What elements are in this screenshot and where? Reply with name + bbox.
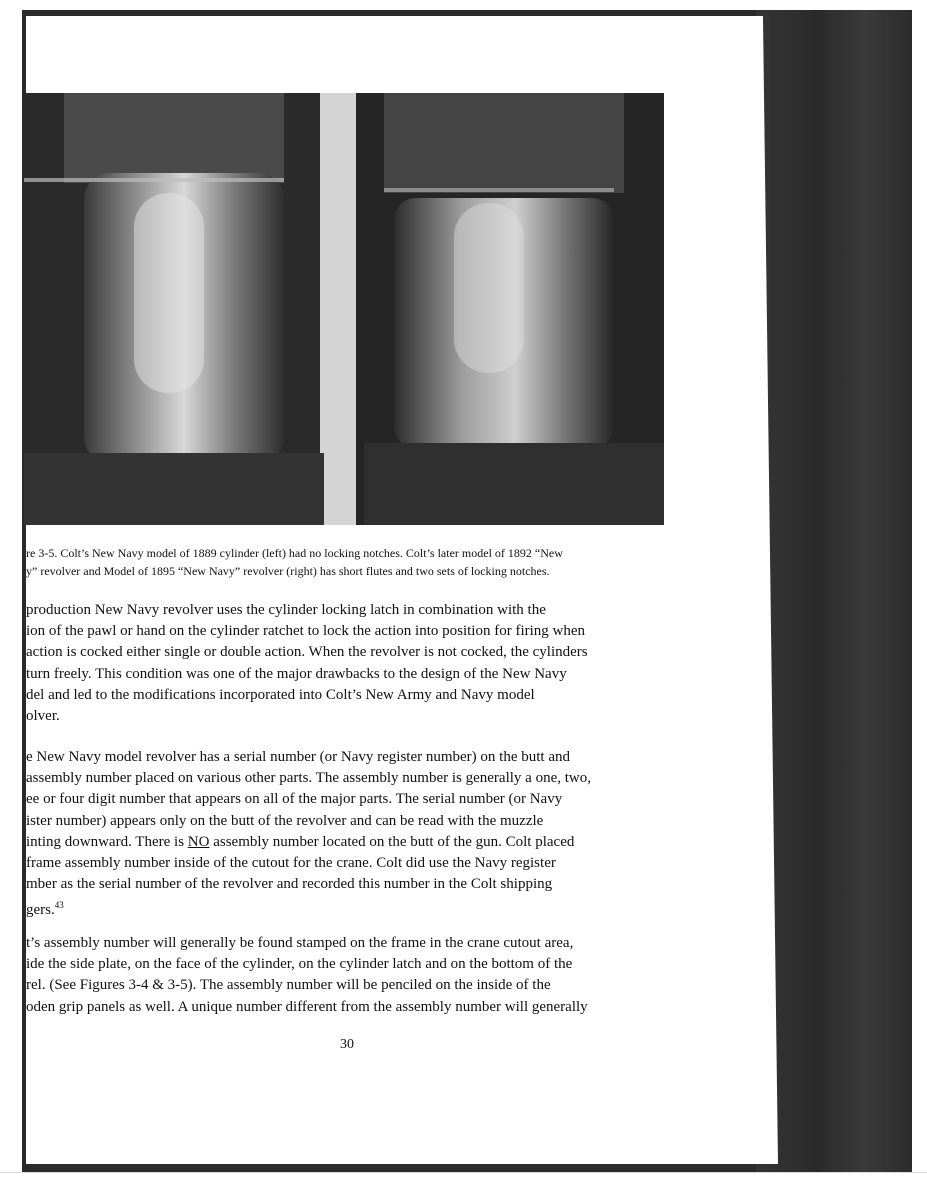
text-fragment: assembly number located on the butt of the gun. Colt placed bbox=[209, 833, 575, 850]
paragraph-cylinder-latch bbox=[26, 600, 706, 727]
text-line: ister number) appears only on the butt of the revolver and can be read with the muzzle bbox=[26, 812, 544, 829]
text-fragment: gers. bbox=[26, 902, 55, 919]
scan-bottom-edge bbox=[0, 1172, 927, 1201]
text-line: e New Navy model revolver has a serial number (or Navy register number) on the butt and bbox=[26, 749, 570, 765]
text-line: del and led to the modifications incorporated into Colt’s New Army and Navy model bbox=[26, 686, 535, 703]
caption-line: re 3-5. Colt’s New Navy model of 1889 cylinder (left) had no locking notches. Colt’s later model of 1892 “New bbox=[26, 546, 563, 560]
page-number: 30 bbox=[340, 1037, 354, 1052]
text-line: rel. (See Figures 3-4 & 3-5). The assembly number will be penciled on the inside of the bbox=[26, 977, 551, 994]
text-line: t’s assembly number will generally be found stamped on the frame in the crane cutout area, bbox=[26, 935, 574, 951]
emphasis-no: NO bbox=[187, 833, 210, 850]
caption-line: y” revolver and Model of 1895 “New Navy” revolver (right) has short flutes and two sets of locking notches. bbox=[26, 563, 550, 578]
text-line bbox=[26, 832, 706, 853]
text-line: assembly number placed on various other parts. The assembly number is generally a one, two, bbox=[26, 770, 591, 787]
paragraph-assembly-number bbox=[26, 933, 706, 1018]
text-fragment: inting downward. There is bbox=[26, 833, 188, 850]
text-line: production New Navy revolver uses the cylinder locking latch in combination with the bbox=[26, 602, 546, 618]
text-line: oden grip panels as well. A unique number different from the assembly number will generally bbox=[26, 998, 588, 1015]
text-line: turn freely. This condition was one of the major drawbacks to the design of the New Navy bbox=[26, 665, 567, 682]
figure-photo-revolver-cylinders bbox=[24, 93, 664, 525]
text-line: ion of the pawl or hand on the cylinder ratchet to lock the action into position for firing when bbox=[26, 623, 586, 640]
text-line: frame assembly number inside of the cutout for the crane. Colt did use the Navy register bbox=[26, 855, 556, 872]
paragraph-serial-number bbox=[26, 747, 706, 922]
text-line: mber as the serial number of the revolver and recorded this number in the Colt shipping bbox=[26, 876, 553, 893]
text-line: action is cocked either single or double action. When the revolver is not cocked, the cylinders bbox=[26, 644, 588, 661]
text-line: ide the side plate, on the face of the cylinder, on the cylinder latch and on the bottom of the bbox=[26, 956, 573, 973]
scan-dark-margin bbox=[756, 10, 912, 1172]
text-line: olver. bbox=[26, 708, 60, 725]
text-line bbox=[26, 895, 706, 921]
figure-caption bbox=[26, 545, 716, 580]
text-line: ee or four digit number that appears on all of the major parts. The serial number (or Navy bbox=[26, 791, 563, 808]
footnote-marker: 43 bbox=[54, 900, 64, 911]
